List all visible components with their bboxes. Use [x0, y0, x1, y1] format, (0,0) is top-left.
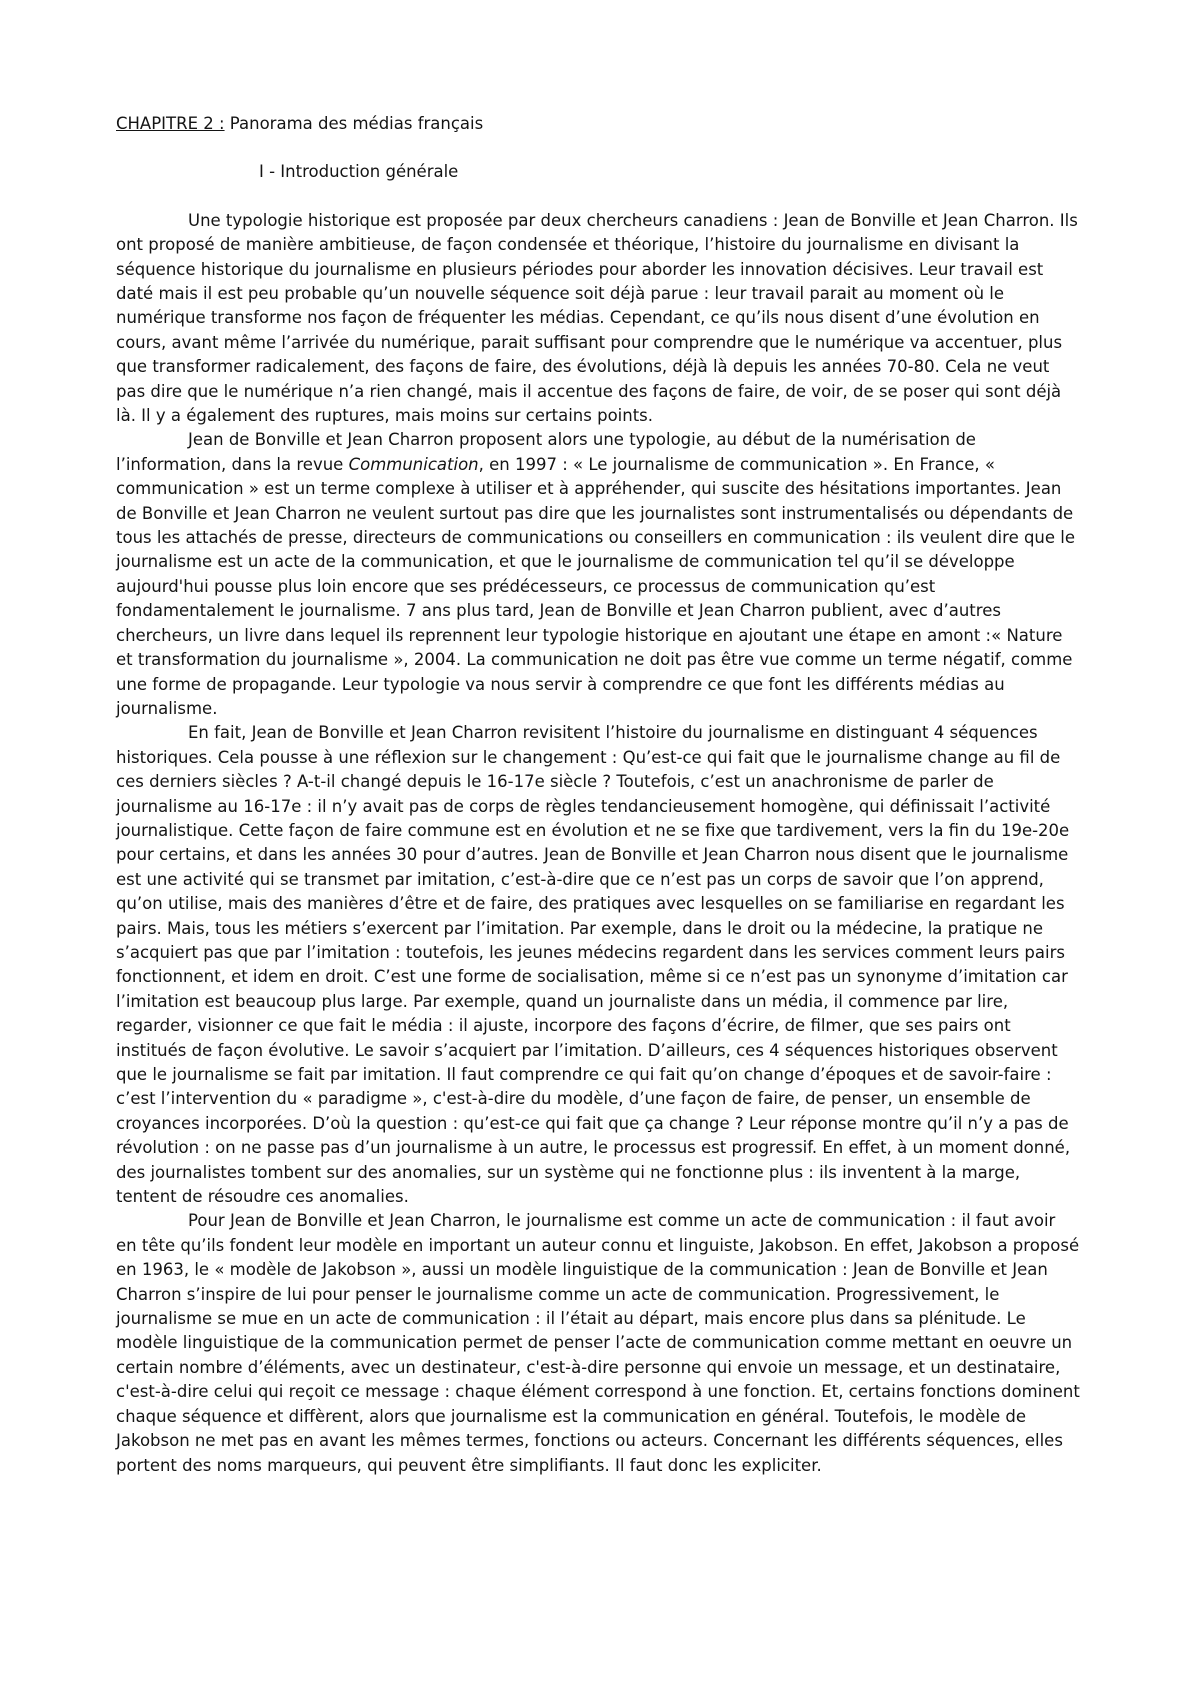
paragraph-text-segment: , en 1997 : « Le journalisme de communication ». En France, « communication » est un terme complexe à utiliser et à appréhender, qui suscite des hésitations importantes. Jean de Bonville et Jean Charron ne veulent surtout pas dire que les journalistes sont instrumentalisés ou dépendants de tous les attachés de presse, directeurs de communications ou conseillers en communication : ils veulent dire que le journalisme est un acte de la communication, et que le journalisme de communication tel qu’il se développe aujourd'hui pousse plus loin encore que ses prédécesseurs, ce processus de communication qu’est fondamentalement le journalisme. 7 ans plus tard, Jean de Bonville et Jean Charron publient, avec d’autres chercheurs, un livre dans lequel ils reprennent leur typologie historique en ajoutant une étape en amont :« Nature et transformation du journalisme », 2004. La communication ne doit pas être vue comme un terme négatif, comme une forme de propagande. Leur typologie va nous servir à comprendre ce que font les différents médias au journalisme. [116, 454, 1076, 718]
paragraph-typology-intro: Une typologie historique est proposée par deux chercheurs canadiens : Jean de Bonville et Jean Charron. Ils ont proposé de manière ambitieuse, de façon condensée et théorique, l’histoire du journalisme en divisant la séquence historique du journalisme en plusieurs périodes pour aborder les innovation décisives. Leur travail est daté mais il est peu probable qu’un nouvelle séquence soit déjà parue : leur travail parait au moment où le numérique transforme nos façon de fréquenter les médias. Cependant, ce qu’ils nous disent d’une évolution en cours, avant même l’arrivée du numérique, parait suffisant pour comprendre que le numérique va accentuer, plus que transformer radicalement, des façons de faire, des évolutions, déjà là depuis les années 70-80. Cela ne veut pas dire que le numérique n’a rien changé, mais il accentue des façons de faire, de voir, de se poser qui sont déjà là. Il y a également des ruptures, mais moins sur certains points. [116, 210, 1078, 426]
section-title: I - Introduction générale [259, 162, 459, 182]
paragraph-jakobson-model: Pour Jean de Bonville et Jean Charron, le journalisme est comme un acte de communication : il faut avoir en tête qu’ils fondent leur modèle en important un auteur connu et linguiste, Jakobson. En effet, Jakobson a proposé en 1963, le « modèle de Jakobson », aussi un modèle linguistique de la communication : Jean de Bonville et Jean Charron s’inspire de lui pour penser le journalisme comme un acte de communication. Progressivement, le journalisme se mue en un acte de communication : il l’était au départ, mais encore plus dans sa plénitude. Le modèle linguistique de la communication permet de penser l’acte de communication comme mettant en oeuvre un certain nombre d’éléments, avec un destinateur, c'est-à-dire personne qui envoie un message, et un destinataire, c'est-à-dire celui qui reçoit ce message : chaque élément correspond à une fonction. Et, certains fonctions dominent chaque séquence et diffèrent, alors que journalisme est la communication en général. Toutefois, le modèle de Jakobson ne met pas en avant les mêmes termes, fonctions ou acteurs. Concernant les différents séquences, elles portent des noms marqueurs, qui peuvent être simplifiants. Il faut donc les expliciter. [116, 1211, 1080, 1475]
chapter-label: CHAPITRE 2 : [116, 114, 225, 133]
chapter-heading [116, 112, 1080, 136]
paragraph-text-segment: Jean de Bonville et Jean Charron proposent alors une typologie, au début de la numérisation de l’information, dans la revue [116, 430, 976, 474]
document-page [116, 112, 1080, 1478]
paragraph-historical-sequences: En fait, Jean de Bonville et Jean Charron revisitent l’histoire du journalisme en distinguant 4 séquences historiques. Cela pousse à une réflexion sur le changement : Qu’est-ce qui fait que le journalisme change au fil de ces derniers siècles ? A-t-il changé depuis le 16-17e siècle ? Toutefois, c’est un anachronisme de parler de journalisme au 16-17e : il n’y avait pas de corps de règles tendancieusement homogène, qui définissait l’activité journalistique. Cette façon de faire commune est en évolution et ne se fixe que tardivement, vers la fin du 19e-20e pour certains, et dans les années 30 pour d’autres. Jean de Bonville et Jean Charron nous disent que le journalisme est une activité qui se transmet par imitation, c’est-à-dire que ce n’est pas un corps de savoir que l’on apprend, qu’on utilise, mais des manières d’être et de faire, des pratiques avec lesquelles on se familiarise en regardant les pairs. Mais, tous les métiers s’exercent par l’imitation. Par exemple, dans le droit ou la médecine, la pratique ne s’acquiert pas que par l’imitation : toutefois, les jeunes médecins regardent dans les services comment leurs pairs fonctionnent, et idem en droit. C’est une forme de socialisation, même si ce n’est pas un synonyme d’imitation car l’imitation est beaucoup plus large. Par exemple, quand un journaliste dans un média, il commence par lire, regarder, visionner ce que fait le média : il ajuste, incorpore des façons d’écrire, de filmer, que ses pairs ont institués de façon évolutive. Le savoir s’acquiert par l’imitation. D’ailleurs, ces 4 séquences historiques observent que le journalisme se fait par imitation. Il faut comprendre ce qui fait qu’on change d’époques et de savoir-faire : c’est l’intervention du « paradigme », c'est-à-dire du modèle, d’une façon de faire, de penser, un ensemble de croyances incorporées. D’où la question : qu’est-ce qui fait que ça change ? Leur réponse montre qu’il n’y a pas de révolution : on ne passe pas d’un journalisme à un autre, le processus est progressif. En effet, à un moment donné, des journalistes tombent sur des anomalies, sur un système qui ne fonctionne plus : ils inventent à la marge, tentent de résoudre ces anomalies. [116, 723, 1071, 1207]
paragraph-communication-journalism [116, 428, 1080, 721]
journal-title-communication: Communication [348, 454, 479, 474]
chapter-title: Panorama des médias français [224, 114, 484, 133]
